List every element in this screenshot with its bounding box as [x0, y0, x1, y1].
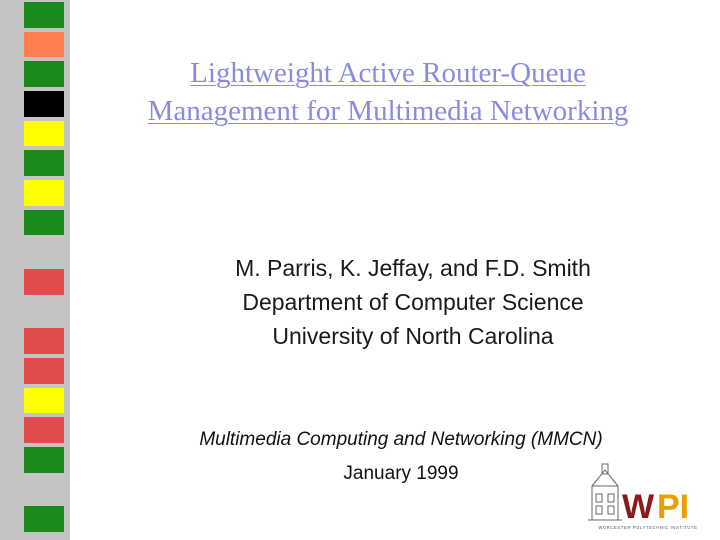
- stripe-block: [24, 210, 64, 236]
- slide-title[interactable]: [60, 54, 716, 130]
- stripe-block: [24, 417, 64, 443]
- logo-w-letter: W: [622, 488, 655, 526]
- stripe-block: [24, 239, 64, 265]
- conference-date: January 1999: [343, 463, 459, 484]
- logo-pi-letters: PI: [657, 488, 690, 526]
- stripe-block: [24, 388, 64, 414]
- stripe-block: [24, 506, 64, 532]
- stripe-block: [24, 447, 64, 473]
- conference-name: Multimedia Computing and Networking (MMCN): [199, 429, 603, 450]
- wpi-logo: [586, 462, 710, 532]
- stripe-block: [24, 358, 64, 384]
- stripe-block: [24, 2, 64, 28]
- logo-tagline: WORCESTER POLYTECHNIC INSTITUTE: [598, 525, 698, 530]
- stripe-block: [24, 299, 64, 325]
- authors-department: Department of Computer Science: [242, 289, 584, 315]
- stripe-block: [24, 328, 64, 354]
- stripe-block: [24, 91, 64, 117]
- stripe-block: [24, 121, 64, 147]
- stripe-block: [24, 269, 64, 295]
- stripe-block: [24, 180, 64, 206]
- stripe-block: [24, 61, 64, 87]
- title-line-1: Lightweight Active Router-Queue: [190, 57, 586, 89]
- author-block: [150, 251, 676, 353]
- stripe-block: [24, 477, 64, 503]
- stripe-block: [24, 32, 64, 58]
- title-line-2: Management for Multimedia Networking: [147, 95, 629, 127]
- authors-names: M. Parris, K. Jeffay, and F.D. Smith: [235, 255, 591, 281]
- stripe-block: [24, 150, 64, 176]
- authors-university: University of North Carolina: [272, 323, 554, 349]
- building-icon: [588, 464, 622, 520]
